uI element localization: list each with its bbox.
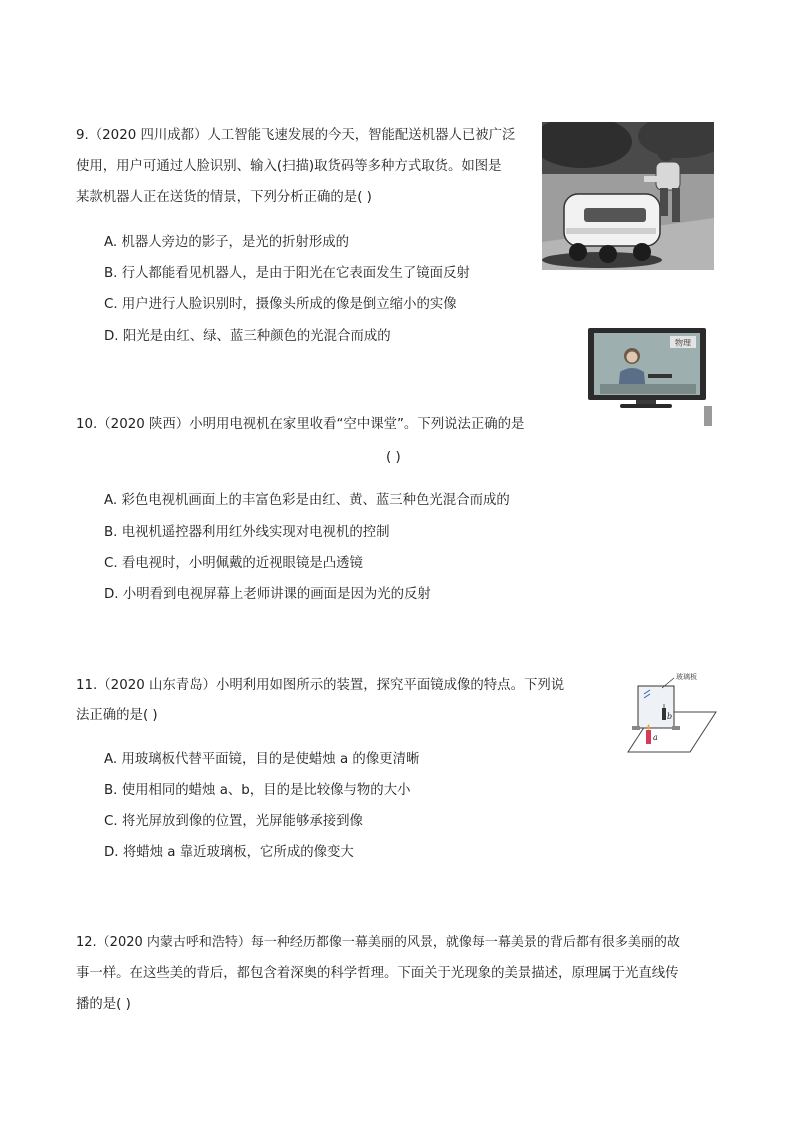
q10-option-b: B. 电视机遥控器利用红外线实现对电视机的控制 bbox=[104, 525, 390, 540]
glass-plate-label: 玻璃板 bbox=[676, 673, 697, 681]
q12-stem-line-3: 播的是( ) bbox=[76, 997, 131, 1012]
candle-a-label: a bbox=[653, 733, 658, 742]
delivery-robot-photo bbox=[542, 122, 714, 270]
q9-stem-line-2: 使用，用户可通过人脸识别、输入(扫描)取货码等多种方式取货。如图是 bbox=[76, 159, 502, 174]
q11-option-b: B. 使用相同的蜡烛 a、b，目的是比较像与物的大小 bbox=[104, 783, 411, 798]
q10-option-c: C. 看电视时，小明佩戴的近视眼镜是凸透镜 bbox=[104, 556, 363, 571]
q9-stem-line-3: 某款机器人正在送货的情景，下列分析正确的是( ) bbox=[76, 190, 372, 205]
q10-stem-line-1: 10.（2020 陕西）小明用电视机在家里收看“空中课堂”。下列说法正确的是 bbox=[76, 417, 525, 432]
q9-option-b: B. 行人都能看见机器人，是由于阳光在它表面发生了镜面反射 bbox=[104, 266, 470, 281]
q10-option-a: A. 彩色电视机画面上的丰富色彩是由红、黄、蓝三种色光混合而成的 bbox=[104, 493, 510, 508]
tv-lesson-image bbox=[586, 326, 714, 428]
q11-option-c: C. 将光屏放到像的位置，光屏能够承接到像 bbox=[104, 814, 363, 829]
q11-option-a: A. 用玻璃板代替平面镜，目的是使蜡烛 a 的像更清晰 bbox=[104, 752, 420, 767]
q12-stem-line-2: 事一样。在这些美的背后，都包含着深奥的科学哲理。下面关于光现象的美景描述，原理属于光直线传 bbox=[76, 966, 679, 981]
q9-option-a: A. 机器人旁边的影子，是光的折射形成的 bbox=[104, 235, 350, 250]
tv-subject-label: 物理 bbox=[675, 338, 691, 348]
q9-stem-line-1: 9.（2020 四川成都）人工智能飞速发展的今天，智能配送机器人已被广泛 bbox=[76, 128, 516, 143]
q11-stem-line-2: 法正确的是( ) bbox=[76, 708, 158, 723]
q11-stem-line-1: 11.（2020 山东青岛）小明利用如图所示的装置，探究平面镜成像的特点。下列说 bbox=[76, 678, 565, 693]
q11-option-d: D. 将蜡烛 a 靠近玻璃板，它所成的像变大 bbox=[104, 845, 354, 860]
q9-option-c: C. 用户进行人脸识别时，摄像头所成的像是倒立缩小的实像 bbox=[104, 297, 457, 312]
q10-answer-paren: ( ) bbox=[386, 450, 401, 465]
candle-b-label: b bbox=[667, 712, 673, 721]
plane-mirror-apparatus-diagram bbox=[624, 668, 724, 756]
q12-stem-line-1: 12.（2020 内蒙古呼和浩特）每一种经历都像一幕美丽的风景，就像每一幕美景的背后都有很多美丽的故 bbox=[76, 935, 680, 950]
q10-option-d: D. 小明看到电视屏幕上老师讲课的画面是因为光的反射 bbox=[104, 587, 431, 602]
q9-option-d: D. 阳光是由红、绿、蓝三种颜色的光混合而成的 bbox=[104, 329, 391, 344]
